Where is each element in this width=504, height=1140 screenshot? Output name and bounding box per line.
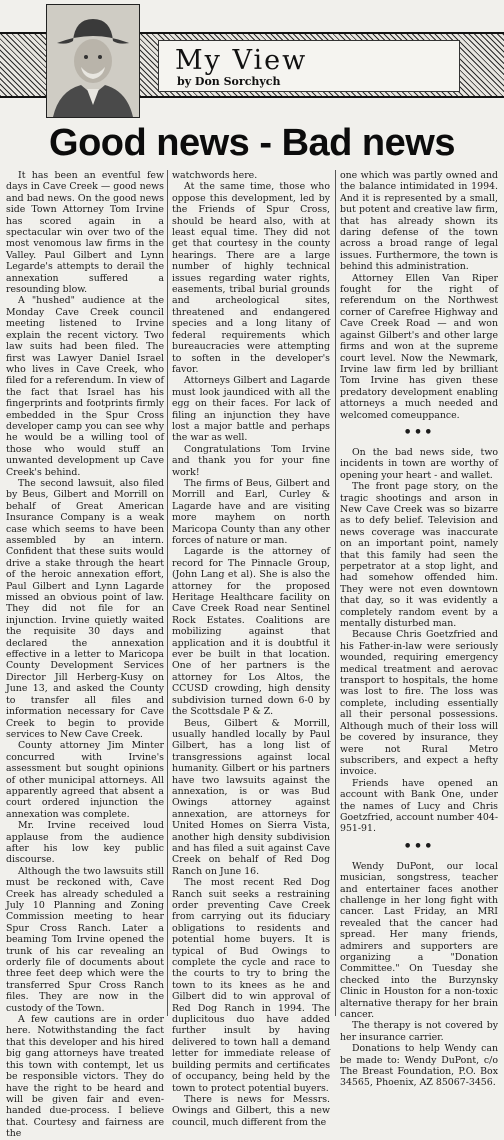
paragraph: Attorney Ellen Van Riper fought for the right of referendum on the Northwest corner of Carefree Highway and Cave Creek Road — and won against Gilbert's and other large firms and won at the supreme court level. Now the Newmark, Irvine law firm led by brilliant Tom Irvine has given these predatory development enabling attorneys a much needed and welcomed comeuppance. [340, 272, 498, 421]
column-name: My View [175, 45, 308, 76]
paragraph: County attorney Jim Minter concurred with Irvine's assessment but sought opinions of other municipal attorneys. All apparently agreed that absent a court ordered injunction the annexation was complete. [6, 740, 164, 820]
headline: Good news - Bad news [49, 122, 455, 164]
author-portrait-image [47, 5, 139, 117]
column-rule [335, 170, 336, 1016]
paragraph: Because Chris Goetzfried and his Father-in-law were seriously wounded, requiring emergency medical treatment and aerovac transport to hospitals, the home was lost to fire. The loss was complete, including essentially all their personal possessions. Although much of their loss will be covered by insurance, they were not Rural Metro subscribers, and expect a hefty invoice. [340, 629, 498, 778]
paragraph: one which was partly owned and the balance intimidated in 1994. And it is represented by a small, but potent and creative law firm, that has already shown its daring defense of the town across a broad range of legal issues. Furthermore, the town is behind this administration. [340, 170, 498, 273]
banner-title-box [158, 40, 460, 92]
byline: by Don Sorchych [177, 75, 281, 88]
paragraph: Attorneys Gilbert and Lagarde must look jaundiced with all the egg on their faces. For lack of filing an injunction they have lost a major battle and perhaps the war as well. [172, 375, 330, 444]
paragraph: Lagarde is the attorney of record for The Pinnacle Group, (John Lang et al). She is also the attorney for the proposed Heritage Healthcare facility on Cave Creek Road near Sentinel Rock Estates. Coalitions are mobilizing against that application and it is doubtful it ever be built in that location. One of her partners is the attorney for Los Altos, the CCUSD crowding, high density subdivision turned down 6-0 by the Scottsdale P & Z. [172, 546, 330, 718]
paragraph: Beus, Gilbert & Morrill, usually handled locally by Paul Gilbert, has a long list of transgressions against local humanity. Gilbert or his partners have two lawsuits against the annexation, is or was Bud Owings attorney against annexation, are attorneys for United Homes on Sierra Vista, another high density subdivision and has filed a suit against Cave Creek on behalf of Red Dog Ranch on June 16. [172, 717, 330, 877]
paragraph: It has been an eventful few days in Cave Creek — good news and bad news. On the good news side Town Attorney Tom Irvine has scored again in a spectacular win over two of the most venomous law firms in the Valley. Paul Gilbert and Lynn Legarde's attempts to derail the annexation suffered a resounding blow. [6, 170, 164, 296]
paragraph: The front page story, on the tragic shootings and arson in New Cave Creek was so bizarre as to defy belief. Television and news coverage was inaccurate on an important point, namely that this family had seen the perpetrator at a stop light, and had somehow offended him. They were not even downtown that day, so it was evidently a completely random event by a mentally disturbed man. [340, 481, 498, 630]
section-separator: ••• [403, 838, 435, 854]
paragraph: The second lawsuit, also filed by Beus, Gilbert and Morrill on behalf of Great American Insurance Company is a weak case which seems to have been assembled by an intern. Confident that these suits would drive a stake through the heart of the heroic annexation effort, Paul Gilbert and Lynn Lagarde missed an obvious point of law. They did not file for an injunction. Irvine quietly waited the requisite 30 days and declared the annexation effective in a letter to Maricopa County Development Services Director Jill Herberg-Kusy on June 13, and asked the County to transfer all files and information necessary for Cave Creek to begin to provide services to New Cave Creek. [6, 477, 164, 740]
column-rule [167, 170, 168, 1016]
paragraph: A few cautions are in order here. Notwithstanding the fact that this developer and his hired big gang attorneys have treated this town with contempt, let us be responsible victors. They do have the right to be heard and will be given fair and even-handed due-process. I believe that. Courtesy and fairness are the [6, 1014, 164, 1140]
paragraph: The therapy is not covered by her insurance carrier. [340, 1020, 498, 1043]
paragraph: Friends have opened an account with Bank One, under the names of Lucy and Chris Goetzfried, account number 404-951-91. [340, 777, 498, 835]
paragraph: Although the two lawsuits still must be reckoned with, Cave Creek has already scheduled a July 10 Planning and Zoning Commission meeting to hear Spur Cross Ranch. Later a beaming Tom Irvine opened the trunk of his car revealing an orderly file of documents about three feet deep which were the transferred Spur Cross Ranch files. They are now in the custody of the Town. [6, 865, 164, 1014]
paragraph: On the bad news side, two incidents in town are worthy of opening your heart - and wallet. [340, 446, 498, 481]
paragraph: watchwords here. [172, 170, 258, 181]
paragraph: There is news for Messrs. Owings and Gilbert, this a new council, much different from the [172, 1093, 330, 1128]
paragraph: The firms of Beus, Gilbert and Morrill and Earl, Curley & Lagarde have and are visiting more mayhem on north Maricopa County than any other forces of nature or man. [172, 477, 330, 546]
paragraph: Congratulations Tom Irvine and thank you for your fine work! [172, 443, 330, 478]
article-column-3 [340, 170, 498, 1089]
column-header [0, 0, 504, 118]
banner-hatch-left [0, 34, 46, 96]
article-column-2 [172, 170, 330, 1128]
paragraph: At the same time, those who oppose this development, led by the Friends of Spur Cross, should be heard also, with at least equal time. They did not get that courtesy in the county hearings. There are a large number of highly technical issues regarding water rights, easements, tribal burial grounds and archeological sites, threatened and endangered species and a long litany of federal requirements which bureaucracies were attempting to soften in the developer's favor. [172, 181, 330, 375]
paragraph: The most recent Red Dog Ranch suit seeks a restraining order preventing Cave Creek from carrying out its fiduciary obligations to residents and potential home buyers. It is typical of Bud Owings to complete the cycle and race to the courts to try to bring the town to its knees as he and Gilbert did to win approval of Red Dog Ranch in 1994. The duplicitous duo have added further insult by having delivered to town hall a demand letter for immediate release of building permits and certificates of occupancy, being held by the town to protect potential buyers. [172, 877, 330, 1094]
paragraph: Donations to help Wendy can be made to: Wendy DuPont, c/o The Breast Foundation, P.O. Box 34565, Phoenix, AZ 85067-3456. [340, 1043, 498, 1089]
paragraph: A "hushed" audience at the Monday Cave Creek council meeting listened to Irvine explain the recent victory. Two law suits had been filed. The first was Lawyer Daniel Israel who lives in Cave Creek, who filed for a referendum. In view of the fact that Israel has his fingerprints and footprints firmly embedded in the Spur Cross developer camp you can see why he would be a willing tool of those who would stuff an unwanted development up Cave Creek's behind. [6, 295, 164, 478]
paragraph: Mr. Irvine received loud applause from the audience after his low key public discourse. [6, 820, 164, 866]
paragraph: Wendy DuPont, our local musician, songstress, teacher and entertainer faces another challenge in her long fight with cancer. Last Friday, an MRI revealed that the cancer had spread. Her many friends, admirers and supporters are organizing a "Donation Committee." On Tuesday she checked into the Burzynsky Clinic in Houston for a non-toxic alternative therapy for her brain cancer. [340, 860, 498, 1021]
article-column-1 [6, 170, 164, 1140]
author-portrait [46, 4, 140, 118]
section-separator: ••• [403, 424, 435, 440]
